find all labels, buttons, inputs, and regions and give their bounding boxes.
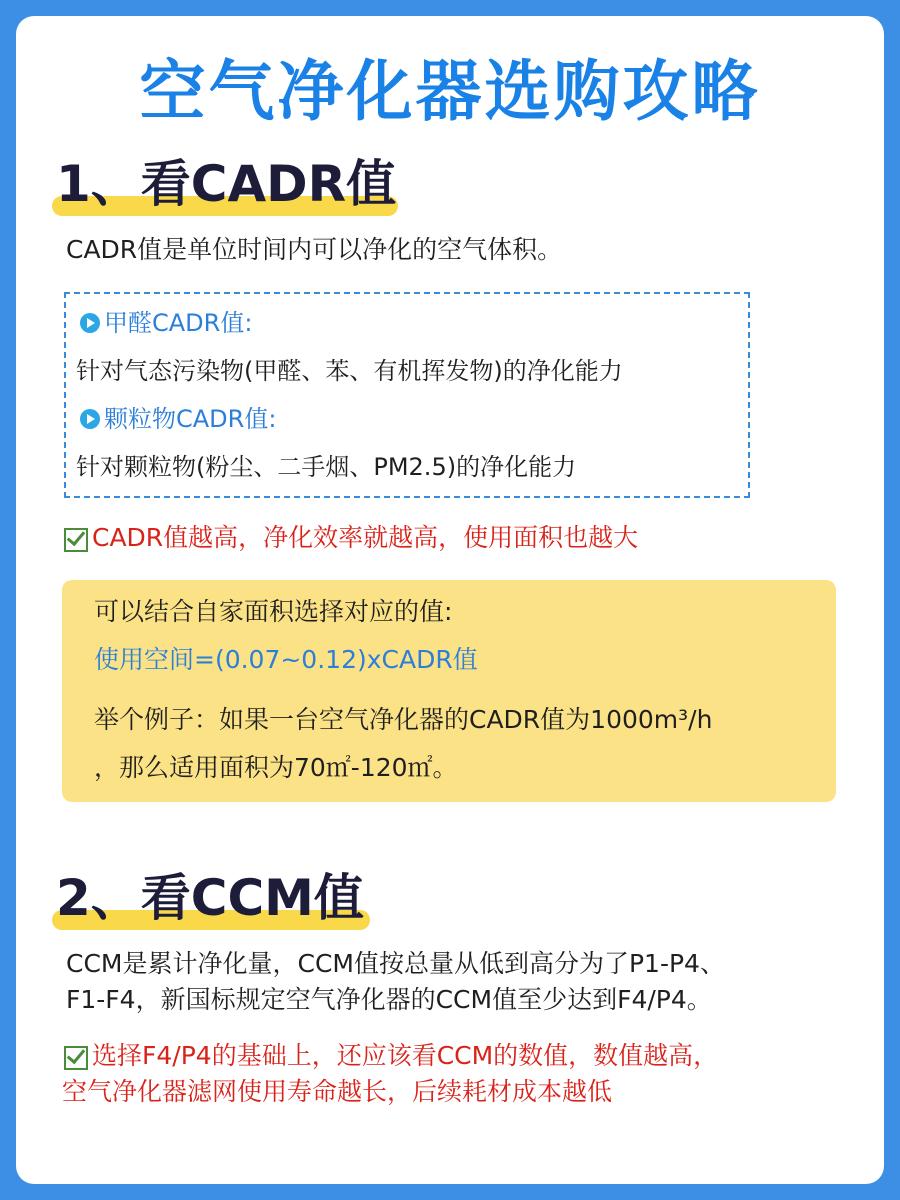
content-card: [16, 16, 884, 1184]
formula: 使用空间=(0.07~0.12)xCADR值: [94, 645, 478, 674]
cadr-intro: CADR值是单位时间内可以净化的空气体积。: [66, 235, 563, 264]
cadr-check-note: CADR值越高，净化效率就越高，使用面积也越大: [64, 520, 638, 556]
tip-box: [62, 580, 836, 802]
play-circle-icon: [80, 313, 100, 333]
cadr-types-box: [64, 292, 750, 498]
ccm-intro: CCM是累计净化量，CCM值按总量从低到高分为了P1-P4、 F1-F4，新国标规定空气净化器的CCM值至少达到F4/P4。: [66, 949, 725, 1014]
section-heading-cadr: 1、看CADR值: [56, 144, 396, 216]
checkbox-icon: [64, 1046, 88, 1070]
ccm-check-note: 选择F4/P4的基础上，还应该看CCM的数值，数值越高， 空气净化器滤网使用寿命越长，后续耗材成本越低: [62, 1041, 719, 1106]
tip-line: 可以结合自家面积选择对应的值:: [94, 597, 453, 626]
section-heading-ccm: 2、看CCM值: [56, 858, 364, 930]
play-circle-icon: [80, 409, 100, 429]
particle-cadr-title: 颗粒物CADR值:: [76, 404, 276, 434]
page-title: 空气净化器选购攻略: [139, 53, 761, 130]
formaldehyde-cadr-title: 甲醛CADR值:: [76, 308, 252, 338]
checkbox-icon: [64, 528, 88, 552]
example-line-2: ，那么适用面积为70㎡-120㎡。: [94, 753, 458, 782]
particle-cadr-desc: 针对颗粒物(粉尘、二手烟、PM2.5)的净化能力: [76, 453, 577, 481]
example-line-1: 举个例子：如果一台空气净化器的CADR值为1000m³/h: [94, 705, 713, 734]
formaldehyde-cadr-desc: 针对气态污染物(甲醛、苯、有机挥发物)的净化能力: [76, 357, 623, 385]
